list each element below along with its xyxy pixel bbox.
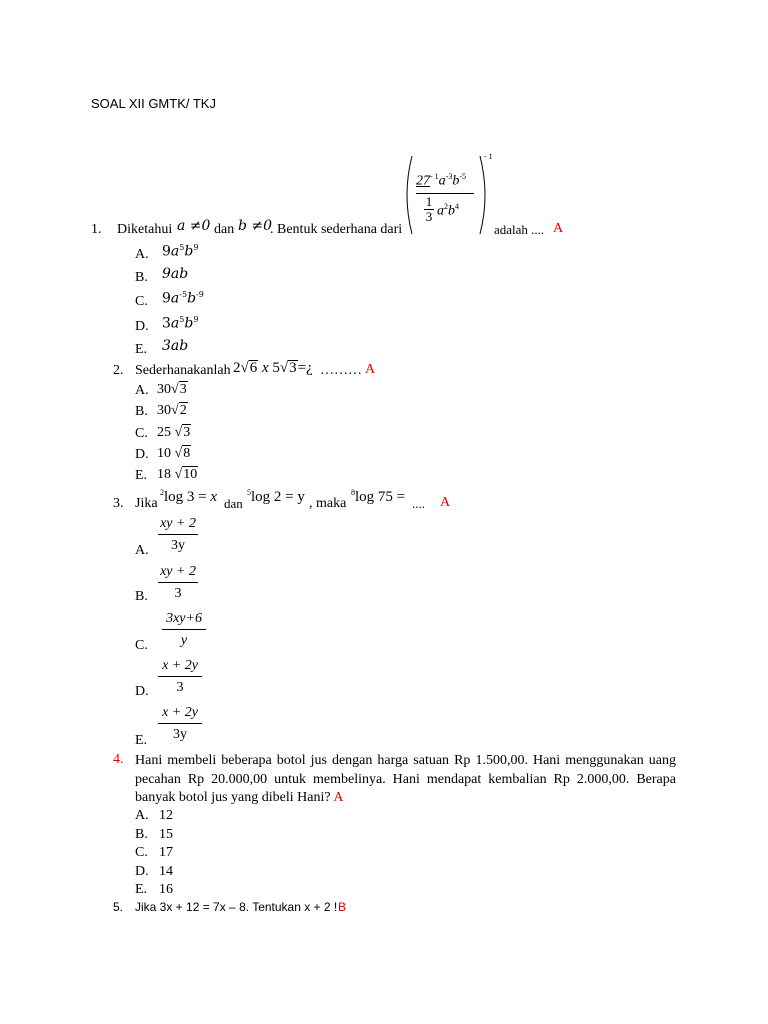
q2-option-c: 25 √3 — [157, 425, 191, 440]
q1-num-sup: - 1 — [430, 172, 439, 181]
q1-condition-a: a ≠0 — [177, 218, 211, 234]
q1-option-c: $9a^{-5}b^{-9}$ — [162, 290, 204, 307]
q3-log3: $^8$log 75 = — [351, 488, 406, 505]
q4-number: 4. — [113, 752, 124, 767]
q1-answer-key: A — [553, 221, 564, 236]
q4-option-e: 16 — [159, 882, 173, 897]
q3-option-label: D. — [135, 684, 149, 699]
q3-log1: $^2$log 3 = x — [160, 488, 218, 505]
q4-option-d: 14 — [159, 864, 173, 879]
q1-option-e: 3ab — [162, 338, 189, 354]
q2-option-d: 10 √8 — [157, 446, 191, 461]
q3-dan: dan — [224, 496, 243, 511]
q5-number: 5. — [113, 900, 124, 914]
q1-numerator: $27^{- 1}a^{-3}b^{-5}$ — [416, 172, 467, 189]
q1-fraction-bar — [416, 193, 474, 194]
q1-number: 1. — [91, 222, 102, 237]
q2-number: 2. — [113, 363, 124, 378]
q2-option-label: A. — [135, 383, 149, 398]
q4-answer-key: A — [333, 790, 344, 805]
q3-number: 3. — [113, 496, 124, 511]
q1-option-a: $9a^5b^9$ — [162, 243, 199, 260]
q2-option-b: 30√2 — [157, 403, 187, 418]
q4-option-label: B. — [135, 827, 148, 842]
q2-option-a: 30√3 — [157, 382, 187, 397]
q1-den-fraction — [424, 195, 434, 224]
q4-option-label: C. — [135, 845, 148, 860]
q3-option-a: xy + 2 3y — [158, 515, 198, 554]
q3-option-d: x + 2y 3 — [158, 657, 202, 696]
q1-option-d: $3a^5b^9$ — [162, 315, 199, 332]
q3-option-label: E. — [135, 733, 148, 748]
q1-adalah: adalah .... — [494, 222, 545, 237]
q1-den-frac-den: 3 — [425, 209, 433, 224]
q5-answer-key: B — [338, 900, 347, 914]
q3-answer-key: A — [440, 495, 451, 510]
q1-option-label: B. — [135, 270, 148, 285]
q4-option-label: E. — [135, 882, 148, 897]
q1-dan: dan — [214, 222, 235, 237]
q1-num-coef: 27 — [416, 173, 430, 189]
q2-dots: ……… — [320, 363, 362, 378]
q3-option-label: C. — [135, 638, 148, 653]
q3-intro: Jika — [135, 496, 158, 511]
q1-expression — [404, 152, 496, 238]
q4-option-b: 15 — [159, 827, 173, 842]
q2-option-e: 18 √10 — [157, 467, 198, 482]
q2-expression: 2√6 x 5√3=¿ — [233, 360, 313, 376]
q1-denominator-vars: $a^2b^4$ — [437, 202, 459, 219]
q1-option-label: D. — [135, 319, 149, 334]
q2-option-label: E. — [135, 468, 148, 483]
q1-outer-exponent: - 1 — [484, 152, 493, 161]
q3-option-c: 3xy+6 y — [162, 610, 206, 649]
q1-b-sup: -5 — [459, 172, 467, 181]
q1-option-label: E. — [135, 342, 148, 357]
document-title: SOAL XII GMTK/ TKJ — [91, 96, 216, 111]
q3-log2: $^5$log 2 = y — [247, 488, 305, 505]
q1-intro: Diketahui — [117, 222, 173, 237]
q1-bentuk: . Bentuk sederhana dari — [270, 222, 403, 237]
q3-option-label: B. — [135, 589, 148, 604]
q3-option-e: x + 2y 3y — [158, 704, 202, 743]
q4-option-c: 17 — [159, 845, 173, 860]
q5-question: Jika 3x + 12 = 7x – 8. Tentukan x + 2 ! — [135, 900, 338, 914]
q4-text — [135, 752, 676, 808]
q1-den-frac-num: 1 — [425, 194, 433, 209]
q1-parentheses — [404, 152, 496, 238]
q3-maka: , maka — [309, 496, 347, 511]
q2-intro: Sederhanakanlah — [135, 363, 231, 378]
q3-option-b: xy + 2 3 — [158, 563, 198, 602]
q2-option-label: D. — [135, 447, 149, 462]
q4-question: Hani membeli beberapa botol jus dengan harga satuan Rp 1.500,00. Hani menggunakan uang pecahan Rp 20.000,00 untuk membelinya. Hani mendapat kembalian Rp 2.000,00. Berapa banyak botol jus yang dibeli Hani? — [135, 753, 676, 805]
q2-option-label: C. — [135, 426, 148, 441]
q1-den-b-sup: 4 — [455, 202, 459, 211]
q1-a-sup: -3 — [445, 172, 453, 181]
q1-option-label: A. — [135, 247, 149, 262]
q3-option-label: A. — [135, 543, 149, 558]
q4-option-label: A. — [135, 808, 149, 823]
q1-option-label: C. — [135, 294, 148, 309]
q2-option-label: B. — [135, 404, 148, 419]
q4-option-a: 12 — [159, 808, 173, 823]
q4-option-label: D. — [135, 864, 149, 879]
q1-condition-b: b ≠0 — [238, 218, 273, 234]
q1-den-a-sup: 2 — [444, 202, 448, 211]
q1-option-b: 9ab — [162, 266, 189, 282]
q3-dots: .... — [412, 496, 425, 511]
q2-answer-key: A — [365, 362, 376, 377]
